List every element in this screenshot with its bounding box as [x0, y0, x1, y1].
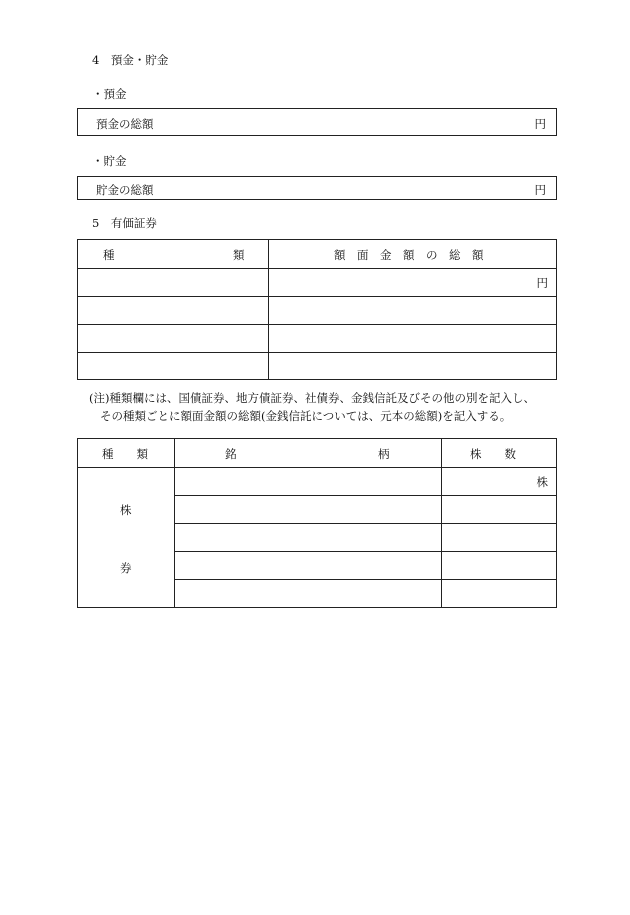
table1-header-amount: 額 面 金 額 の 総 額: [334, 248, 484, 262]
savings-total-field[interactable]: [77, 176, 557, 200]
table2-header-shares: 株 数: [470, 447, 516, 461]
savings-label: ・貯金: [92, 154, 127, 168]
table1-amount-cell[interactable]: [269, 297, 556, 323]
table2-shares-cell[interactable]: [442, 496, 556, 522]
table1-header-kind-left: 種: [103, 248, 115, 262]
deposit-label: ・預金: [92, 87, 127, 101]
table2-brand-cell[interactable]: [175, 524, 440, 550]
table1-kind-cell[interactable]: [79, 325, 267, 351]
table1-kind-cell[interactable]: [79, 269, 267, 295]
note-line-2: その種類ごとに額面金額の総額(金銭信託については、元本の総額)を記入する。: [100, 409, 512, 423]
table2-header-brand-left: 銘: [225, 447, 237, 461]
section4-heading: 4 預金・貯金: [92, 53, 169, 67]
table2-kind-bottom: 券: [120, 561, 132, 575]
savings-total-label: 貯金の総額: [96, 183, 154, 197]
table2-header-brand-right: 柄: [378, 447, 390, 461]
table1-unit: 円: [536, 276, 548, 290]
note-line-1: (注)種類欄には、国債証券、地方債証券、社債券、金銭信託及びその他の別を記入し、: [89, 391, 535, 405]
table1-amount-cell[interactable]: [269, 269, 556, 295]
savings-unit: 円: [534, 183, 546, 197]
table2-brand-cell[interactable]: [175, 580, 440, 607]
table2-shares-cell[interactable]: [442, 524, 556, 550]
securities-table: [77, 239, 557, 380]
table2-shares-unit: 株: [536, 475, 548, 489]
deposit-unit: 円: [534, 117, 546, 131]
table2-shares-cell[interactable]: [442, 552, 556, 578]
section5-heading: 5 有価証券: [92, 216, 157, 230]
table2-header-kind: 種 類: [102, 447, 148, 461]
stocks-table: [77, 438, 557, 608]
table2-shares-cell[interactable]: [442, 580, 556, 607]
table1-amount-cell[interactable]: [269, 353, 556, 379]
table2-kind-top: 株: [120, 503, 132, 517]
table1-kind-cell[interactable]: [79, 353, 267, 379]
table1-header-kind-right: 類: [233, 248, 245, 262]
table2-brand-cell[interactable]: [175, 496, 440, 522]
deposit-total-label: 預金の総額: [96, 117, 154, 131]
table1-amount-cell[interactable]: [269, 325, 556, 351]
table2-brand-cell[interactable]: [175, 468, 440, 494]
deposit-total-field[interactable]: [77, 108, 557, 136]
table2-shares-cell[interactable]: [442, 468, 556, 494]
table1-kind-cell[interactable]: [79, 297, 267, 323]
table2-brand-cell[interactable]: [175, 552, 440, 578]
